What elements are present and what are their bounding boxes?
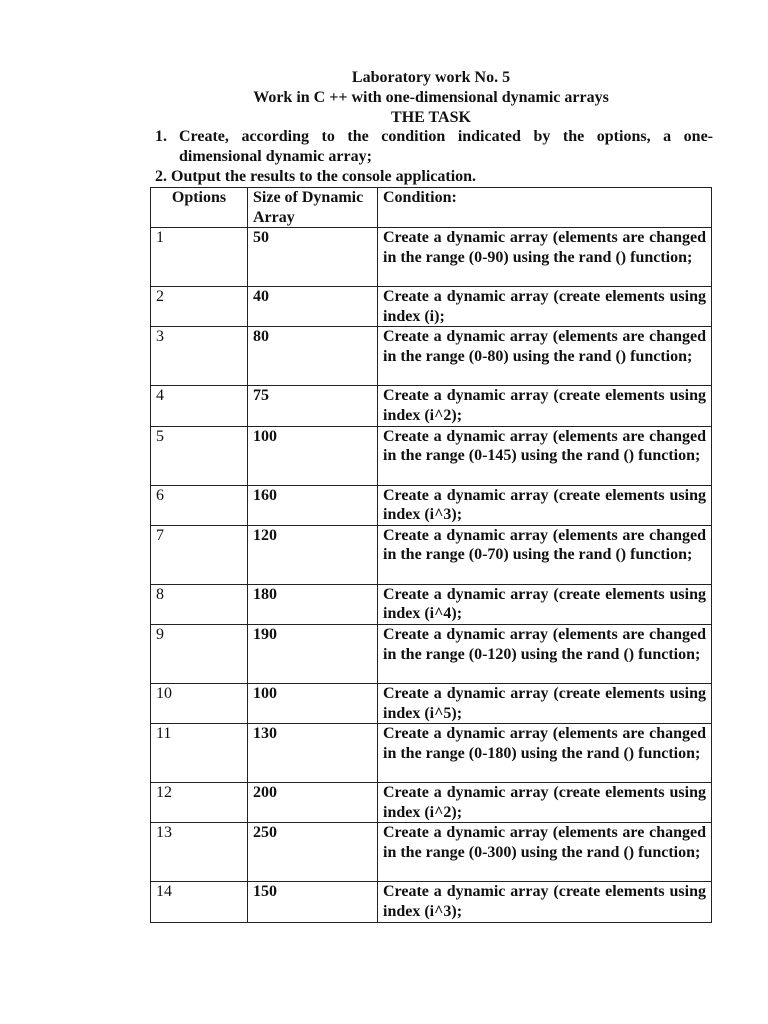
cell-condition: Create a dynamic array (elements are changed in the range (0-90) using the rand () function; [378, 228, 712, 287]
cell-condition: Create a dynamic array (elements are changed in the range (0-80) using the rand () function; [378, 327, 712, 386]
cell-condition: Create a dynamic array (create elements using index (i^5); [378, 683, 712, 723]
cell-size: 100 [248, 426, 378, 485]
lab-title: Laboratory work No. 5 [351, 69, 511, 86]
cell-condition: Create a dynamic array (create elements using index (i^3); [378, 485, 712, 525]
cell-option: 6 [151, 485, 248, 525]
table-row [151, 287, 712, 327]
cell-condition: Create a dynamic array (elements are changed in the range (0-180) using the rand () function; [378, 724, 712, 783]
table-row [151, 426, 712, 485]
cell-option: 3 [151, 327, 248, 386]
table-row [151, 624, 712, 683]
cell-condition: Create a dynamic array (create elements using index (i^3); [378, 882, 712, 922]
options-table [150, 187, 712, 923]
table-row [151, 882, 712, 922]
table-row [151, 327, 712, 386]
table-row [151, 683, 712, 723]
table-row [151, 584, 712, 624]
cell-option: 1 [151, 228, 248, 287]
cell-condition: Create a dynamic array (create elements using index (i); [378, 287, 712, 327]
cell-condition: Create a dynamic array (elements are changed in the range (0-120) using the rand () function; [378, 624, 712, 683]
cell-condition: Create a dynamic array (elements are changed in the range (0-145) using the rand () function; [378, 426, 712, 485]
cell-size: 50 [248, 228, 378, 287]
cell-option: 11 [151, 724, 248, 783]
cell-option: 12 [151, 783, 248, 823]
cell-size: 80 [248, 327, 378, 386]
header-size: Size of Dynamic Array [248, 188, 378, 228]
cell-option: 10 [151, 683, 248, 723]
cell-option: 9 [151, 624, 248, 683]
table-row [151, 823, 712, 882]
table-header-row [151, 188, 712, 228]
cell-size: 120 [248, 525, 378, 584]
cell-size: 160 [248, 485, 378, 525]
cell-size: 100 [248, 683, 378, 723]
table-row [151, 783, 712, 823]
lab-subtitle: Work in C ++ with one-dimensional dynamic arrays [253, 89, 609, 106]
cell-condition: Create a dynamic array (create elements using index (i^2); [378, 783, 712, 823]
cell-option: 7 [151, 525, 248, 584]
cell-option: 4 [151, 386, 248, 426]
cell-size: 190 [248, 624, 378, 683]
cell-size: 150 [248, 882, 378, 922]
cell-size: 75 [248, 386, 378, 426]
cell-size: 250 [248, 823, 378, 882]
cell-option: 5 [151, 426, 248, 485]
cell-condition: Create a dynamic array (create elements using index (i^2); [378, 386, 712, 426]
cell-condition: Create a dynamic array (elements are changed in the range (0-300) using the rand () function; [378, 823, 712, 882]
cell-size: 130 [248, 724, 378, 783]
cell-size: 180 [248, 584, 378, 624]
cell-size: 200 [248, 783, 378, 823]
header-options: Options [151, 188, 248, 228]
table-row [151, 525, 712, 584]
task-heading: THE TASK [391, 109, 471, 126]
header-condition: Condition: [378, 188, 712, 228]
table-row [151, 228, 712, 287]
table-row [151, 485, 712, 525]
table-body [151, 228, 712, 922]
cell-size: 40 [248, 287, 378, 327]
task-item-1-text: Create, according to the condition indicated by the options, a one- [179, 128, 713, 145]
cell-option: 13 [151, 823, 248, 882]
cell-condition: Create a dynamic array (create elements using index (i^4); [378, 584, 712, 624]
cell-option: 2 [151, 287, 248, 327]
task-item-2: 2. Output the results to the console application. [155, 168, 477, 185]
cell-option: 8 [151, 584, 248, 624]
table-row [151, 724, 712, 783]
task-item-1-number: 1. [155, 128, 167, 145]
table-row [151, 386, 712, 426]
cell-condition: Create a dynamic array (elements are changed in the range (0-70) using the rand () function; [378, 525, 712, 584]
task-item-1-continuation: dimensional dynamic array; [179, 148, 372, 165]
cell-option: 14 [151, 882, 248, 922]
